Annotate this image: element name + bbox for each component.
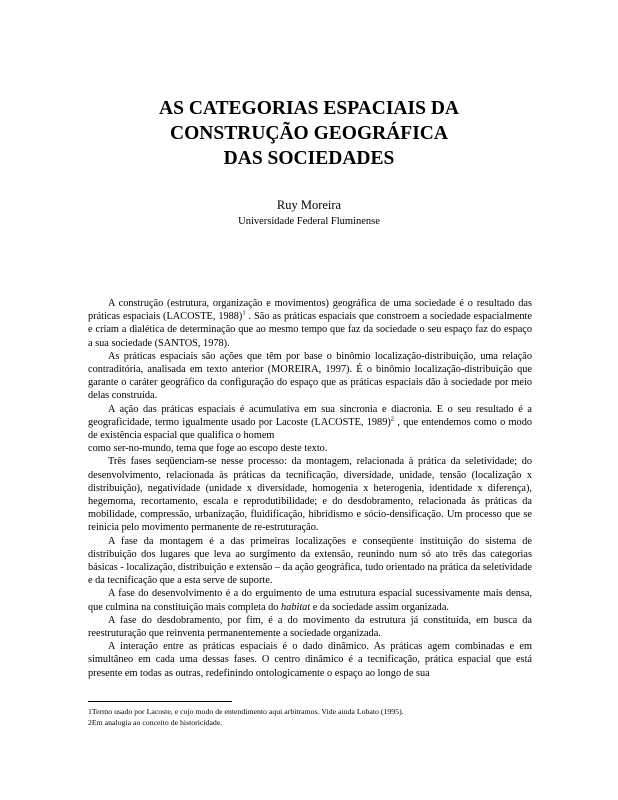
paragraph-2: As práticas espaciais são ações que têm por base o binômio localização-distribuição, uma relação contraditória, analisada em texto anterior (MOREIRA, 1997). É o binômio localização-distribuição que garante o caráter geográfico da configuração do espaço que as práticas espaciais dão à sociedade por meio delas construída. [88,350,532,402]
footnote-divider [88,701,232,702]
paragraph-6: A fase do desenvolvimento é a do erguimento de uma estrutura espacial sucessivamente mais densa, que culmina na constituição mais completa do habitat e da sociedade assim organizada. [88,588,532,613]
article-body [88,297,532,680]
paragraph-7: A fase do desdobramento, por fim, é a do movimento da estrutura já constituída, em busca da reestruturação que reinventa permanentemente a sociedade organizada. [88,614,532,640]
paragraph-3-continuation: como ser-no-mundo, tema que foge ao escopo deste texto. [88,443,328,455]
footnote-1: 1Termo usado por Lacoste, e cujo modo de entendimento aqui arbitramos. Vide ainda Lobato (1995). [88,707,404,716]
footnotes [88,706,532,728]
footnote-ref-1: 1 [242,309,246,317]
paragraph-1: A construção (estrutura, organização e movimentos) geográfica de uma sociedade é o resultado das práticas espaciais (LACOSTE, 1988)$^1$ . São as práticas espaciais que constroem a sociedade espacialmente e criam a dialética de determinação que ao mesmo tempo que faz da sociedade o seu espaço faz do espaço a sua sociedade (SANTOS, 1978). [88,298,532,349]
author-name: Ruy Moreira [276,198,342,212]
footnote-2: 2Em analogia ao conceito de historicidade. [88,718,223,727]
title-line-1: AS CATEGORIAS ESPACIAIS DA [159,98,459,119]
article-title [0,96,618,171]
title-line-3: DAS SOCIEDADES [223,148,395,169]
title-line-2: CONSTRUÇÃO GEOGRÁFICA [170,123,448,144]
italic-habitat: habitat [281,601,311,613]
footnote-ref-2: 2 [390,415,395,423]
paragraph-4: Três fases seqüenciam-se nesse processo: da montagem, relacionada à prática da seletividade; do desenvolvimento, relacionada às práticas da tecnificação, diversidade, unidade, tensão (localização x distribuição), negatividade (unidade x diversidade, homogenia x heterogenia, identidade x diferença), hegemoma, recortamento, escala e reprodutibilidade; e do desdobramento, relacionada às práticas da mobilidade, compressão, urbanização, fluidificação, hibridismo e sócio-densificação. Um processo que se reinicia pelo movimento permanente de re-estruturação. [88,456,532,534]
author-affiliation: Universidade Federal Fluminense [238,216,380,227]
paragraph-5: A fase da montagem é a das primeiras localizações e conseqüente instituição do sistema de distribuição dos lugares que leva ao surgimento da extensão, reunindo num só ato três das categorias básicas - localização, distribuição e extensão – da ação geográfica, tudo orientado na prática da seletividade e da tecnificação que a esta serve de suporte. [88,535,532,587]
paragraph-3: A ação das práticas espaciais é acumulativa em sua sincronia e diacronia. E o seu resultado é a geograficidade, termo igualmente usado por Lacoste (LACOSTE, 1989)$^2$ , que entendemos como o modo de existência espacial que qualifica o homem [88,403,532,442]
paragraph-8: A interação entre as práticas espaciais é o dado dinâmico. As práticas agem combinadas e em simultâneo em cada uma dessas fases. O centro dinâmico é a tecnificação, prática espacial que está presente em todas as outras, redefinindo ontologicamente o espaço ao longo de sua [88,641,532,679]
